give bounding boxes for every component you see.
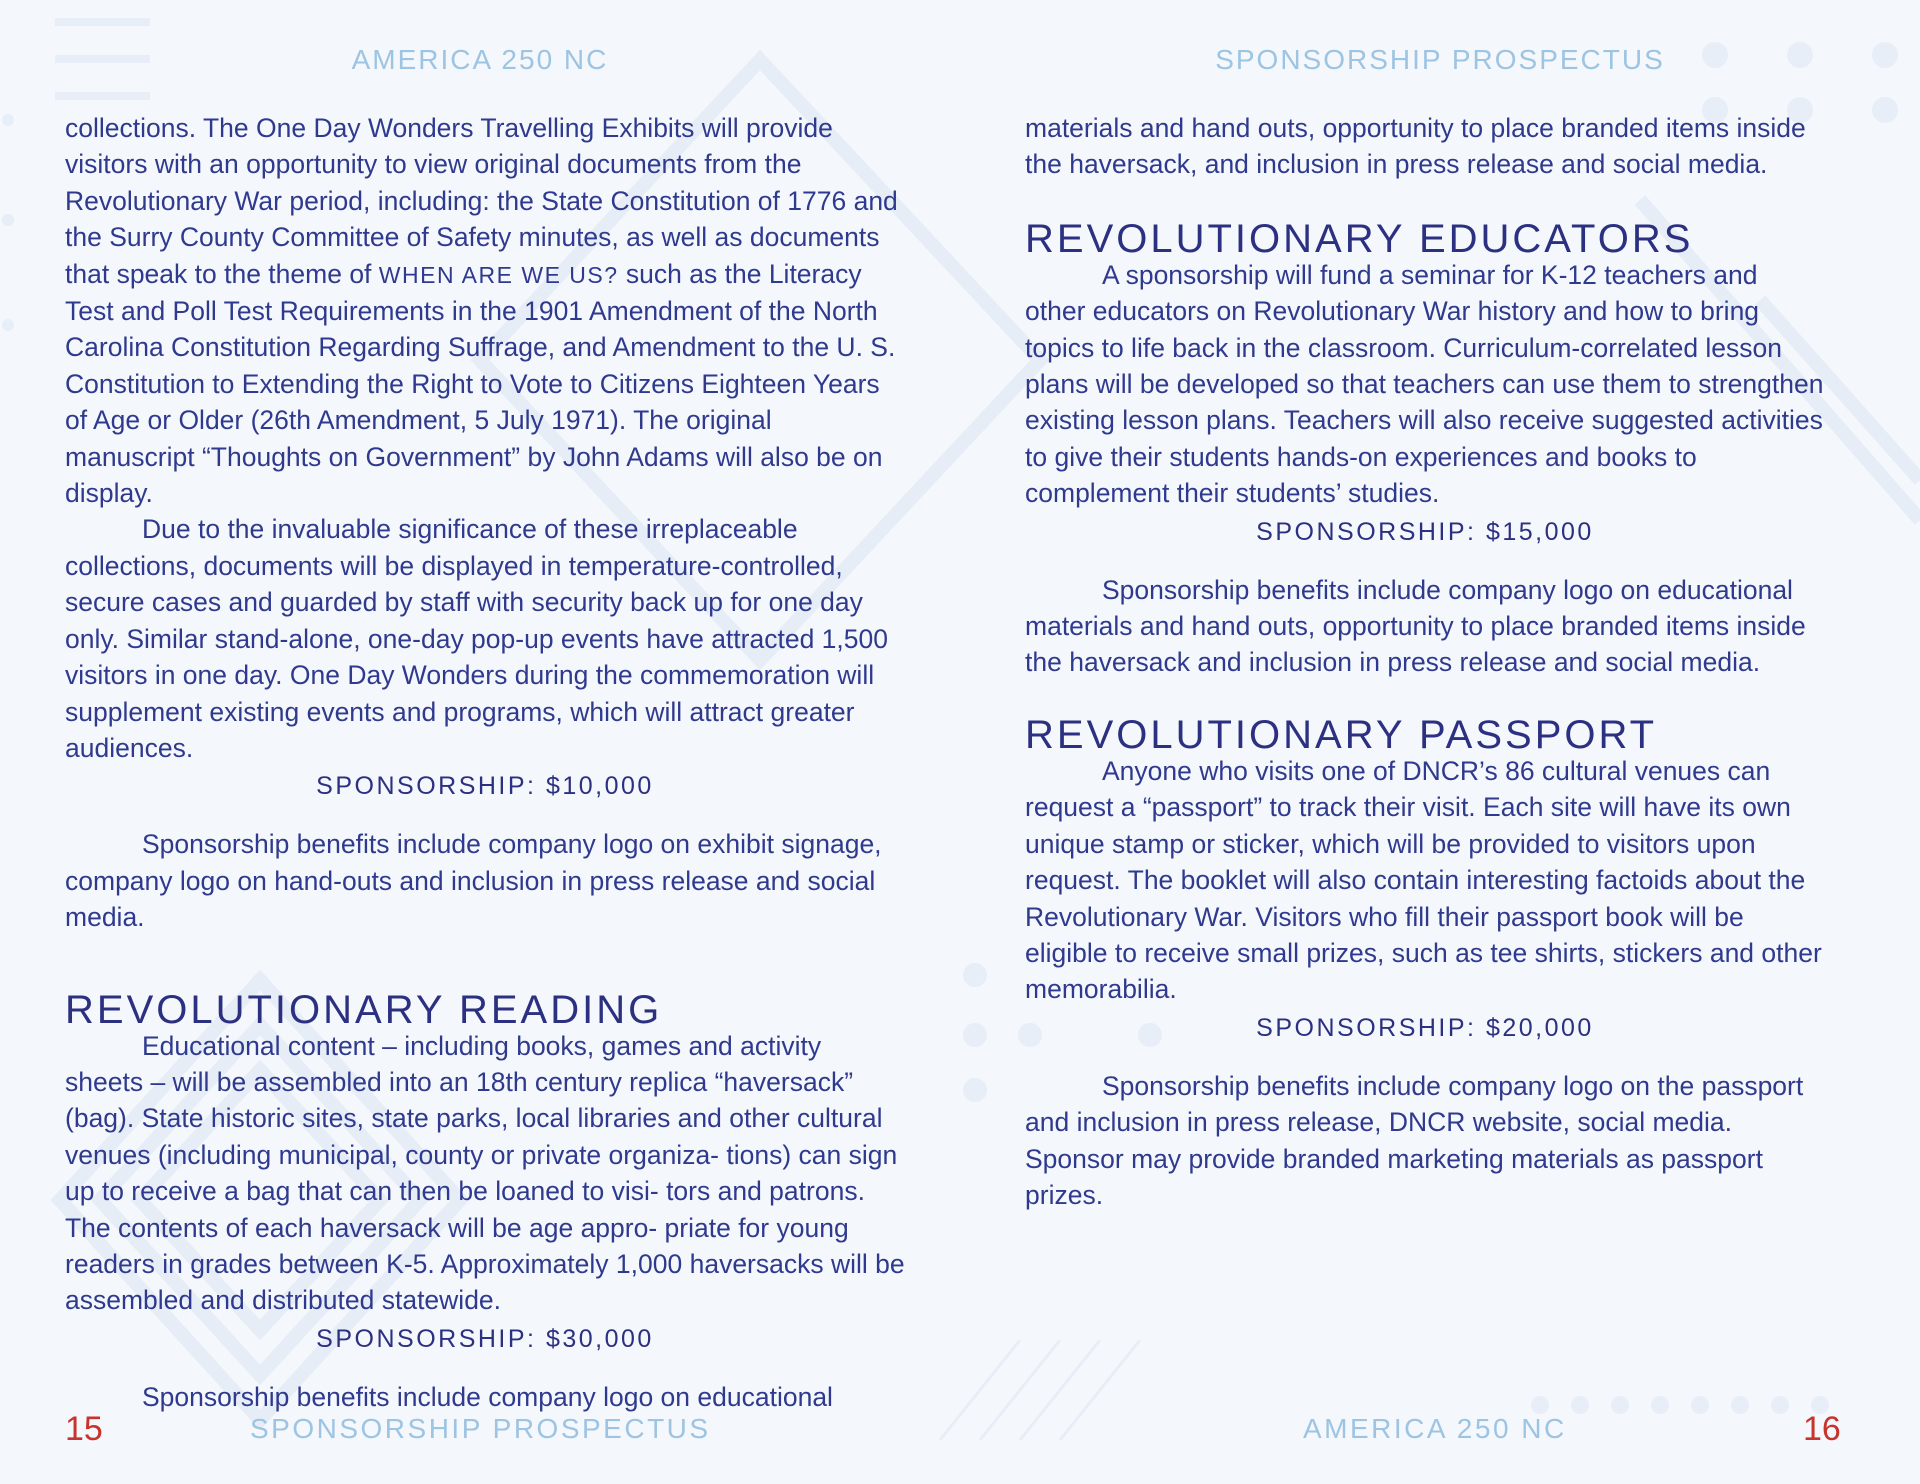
paragraph: materials and hand outs, opportunity to place branded items inside the haversack, and inclusion in press release and social media. (1025, 113, 1806, 180)
left-column (65, 110, 905, 1415)
paragraph-text: collections. The One Day Wonders Travelling Exhibits will provide visitors with an opportunity to view original documents from the Revolutionary War period, including: the State Constitution of 1776 and the Surry County Committee of Safety minutes, as well as documents that speak to the theme of (65, 113, 898, 289)
section-heading: REVOLUTIONARY EDUCATORS (1025, 216, 1694, 261)
sponsorship-benefits: Sponsorship benefits include company logo on exhibit signage, company logo on hand-outs and inclusion in press release and social media. (65, 829, 882, 933)
running-footer: SPONSORSHIP PROSPECTUS (250, 1413, 711, 1444)
sponsorship-amount: SPONSORSHIP: $30,000 (316, 1324, 654, 1353)
sponsorship-amount: SPONSORSHIP: $15,000 (1256, 517, 1594, 546)
paragraph: Due to the invaluable significance of these irreplaceable collections, documents will be displayed in temperature-controlled, secure cases and guarded by staff with security back up for one day only. Similar stand-alone, one-day pop-up events have attracted 1,500 visitors in one day. One Day Wonders during the commemoration will supplement existing events and programs, which will attract greater audiences. (65, 514, 888, 763)
running-footer: AMERICA 250 NC (1303, 1413, 1567, 1444)
sponsorship-amount: SPONSORSHIP: $10,000 (316, 772, 654, 801)
running-header: AMERICA 250 NC (351, 44, 609, 75)
paragraph (65, 110, 905, 511)
sponsorship-benefits: Sponsorship benefits include company logo on educational materials and hand outs, opportunity to place branded items inside the haversack and inclusion in press release and social media. (1025, 574, 1806, 678)
sponsorship-benefits: Sponsorship benefits include company logo on educational (142, 1381, 833, 1412)
section-heading: REVOLUTIONARY READING (65, 987, 663, 1032)
paragraph-text: such as the Literacy Test and Poll Test Requirements in the 1901 Amendment of the North Carolina Constitution Regarding Suffrage, and Amendment to the U. S. Constitution to Extending the Right to Vote to Citizens Eighteen Years of Age or Older (26th Amendment, 5 July 1971). The original manuscript “Thoughts on Government” by John Adams will also be on display. (65, 258, 896, 509)
paragraph: Educational content – including books, games and activity sheets – will be assembled into an 18th century replica “haversack” (bag). State historic sites, state parks, local libraries and other cultural venues (including municipal, county or private organiza- tions) can sign up to receive a bag that can then be loaned to visi- tors and patrons. The contents of each haversack will be age appro- priate for young readers in grades between K-5. Approximately 1,000 haversacks will be assembled and distributed statewide. (65, 1030, 905, 1316)
section-heading: REVOLUTIONARY PASSPORT (1025, 712, 1658, 757)
right-page (960, 0, 1920, 1484)
page-number: 16 (1803, 1410, 1841, 1448)
paragraph: Anyone who visits one of DNCR’s 86 cultural venues can request a “passport” to track their visit. Each site will have its own unique stamp or sticker, which will be provided to visitors upon request. The booklet will also contain interesting factoids about the Revolutionary War. Visitors who fill their passport book will be eligible to receive small prizes, such as tee shirts, stickers and other memorabilia. (1025, 755, 1822, 1005)
theme-smallcaps: WHEN ARE WE US? (378, 261, 619, 288)
page-number: 15 (65, 1410, 103, 1448)
right-column (1025, 110, 1825, 1213)
running-header: SPONSORSHIP PROSPECTUS (1215, 44, 1665, 75)
sponsorship-benefits: Sponsorship benefits include company logo on the passport and inclusion in press release, DNCR website, social media. Sponsor may provide branded marketing materials as passport prizes. (1025, 1070, 1804, 1210)
paragraph: A sponsorship will fund a seminar for K-12 teachers and other educators on Revolutionary War history and how to bring topics to life back in the classroom. Curriculum-correlated lesson plans will be developed so that teachers can use them to strengthen existing lesson plans. Teachers will also receive suggested activities to give their students hands-on experiences and books to complement their students’ studies. (1025, 259, 1824, 509)
sponsorship-amount: SPONSORSHIP: $20,000 (1256, 1013, 1594, 1042)
